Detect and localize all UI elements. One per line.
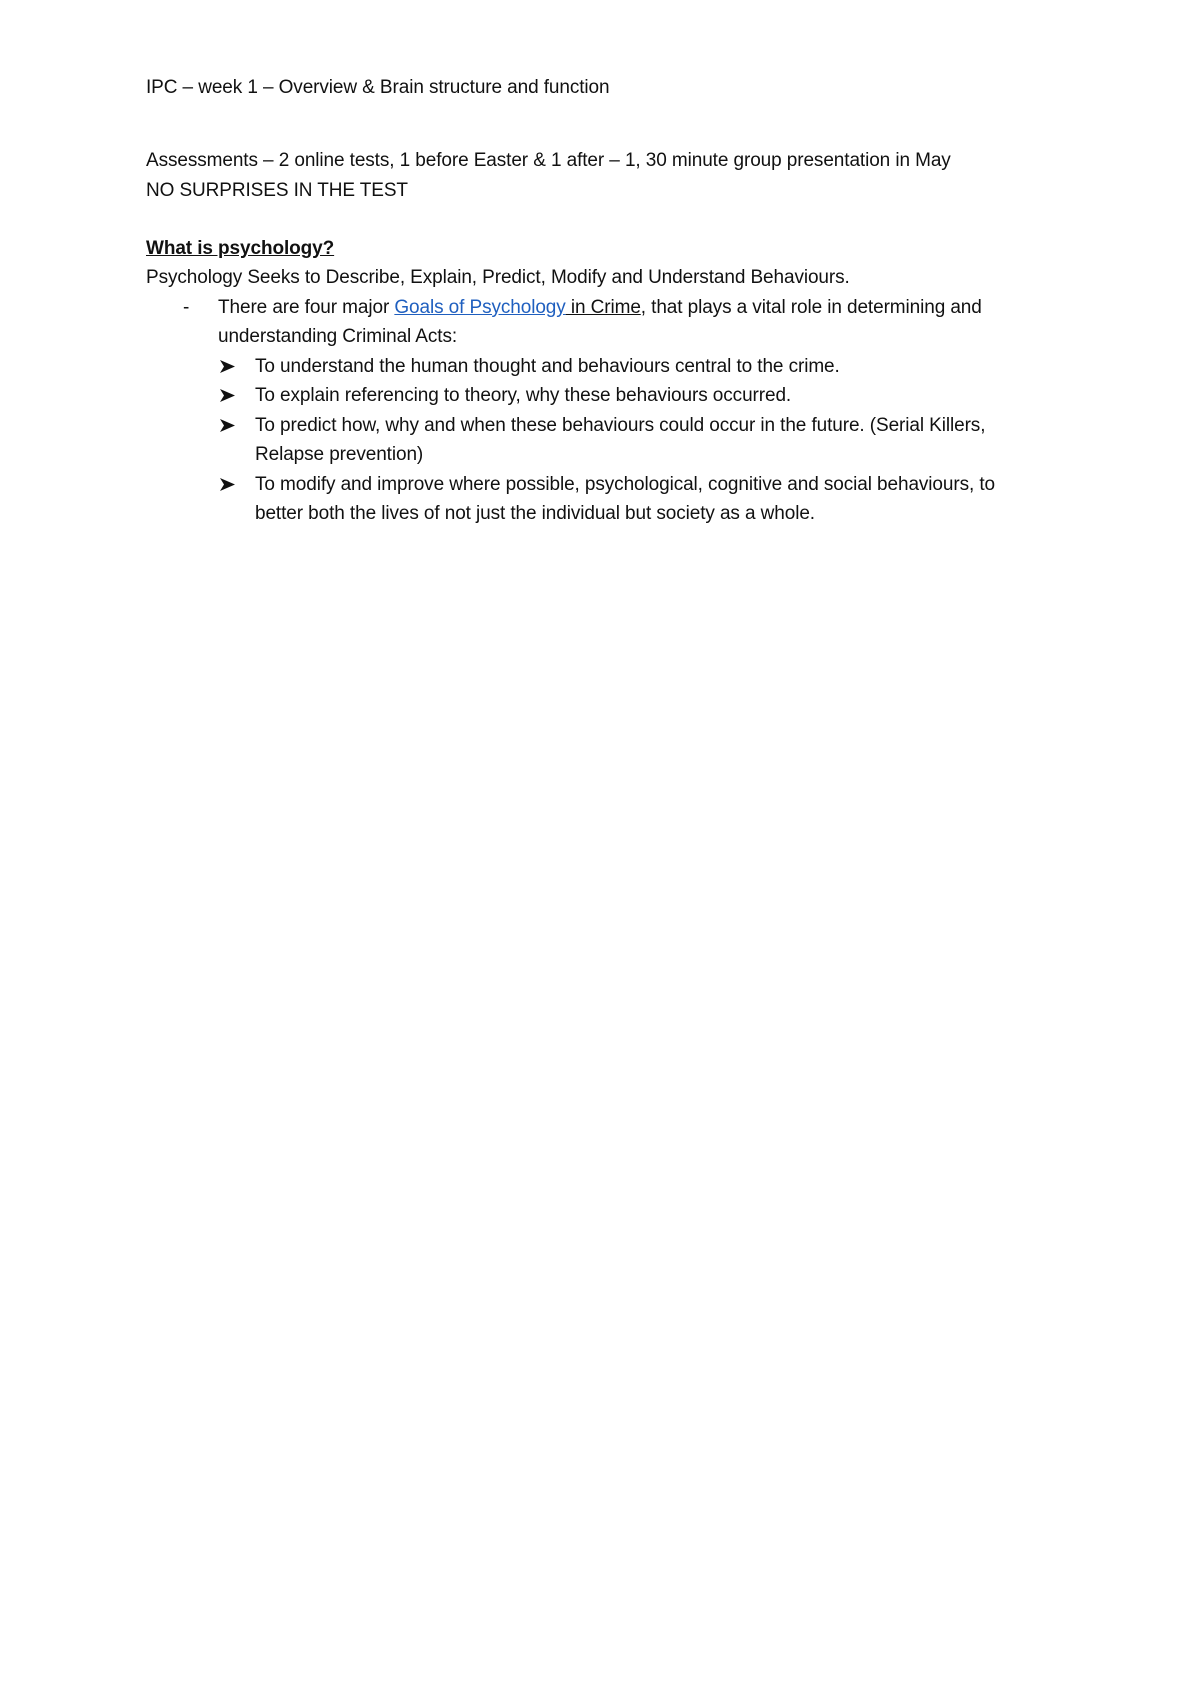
dash-item-line-1 [218, 293, 982, 322]
arrowhead-bullet-icon [218, 381, 238, 410]
arrowhead-bullet-icon [218, 470, 238, 499]
intro-line: Psychology Seeks to Describe, Explain, Predict, Modify and Understand Behaviours. [146, 267, 850, 288]
dash-item-text-start: There are four major [218, 297, 395, 318]
arrowhead-bullet-icon [218, 411, 238, 440]
bullet-text: To explain referencing to theory, why these behaviours occurred. [255, 385, 792, 406]
notice-line: NO SURPRISES IN THE TEST [146, 180, 408, 201]
goals-of-psychology-link[interactable]: Goals of Psychology [394, 297, 566, 318]
in-crime-text: in Crime [565, 297, 641, 318]
arrowhead-bullet-icon [218, 352, 238, 381]
dash-item-line-2: understanding Criminal Acts: [218, 326, 458, 347]
dash-bullet: - [183, 297, 190, 318]
section-heading: What is psychology? [146, 238, 335, 259]
bullet-text-continued: Relapse prevention) [255, 444, 424, 465]
dash-item-text-end: , that plays a vital role in determining and [640, 297, 982, 318]
assessments-line: Assessments – 2 online tests, 1 before Easter & 1 after – 1, 30 minute group presentation in May [146, 150, 951, 171]
document-title: IPC – week 1 – Overview & Brain structure and function [146, 77, 610, 98]
bullet-text: To modify and improve where possible, psychological, cognitive and social behaviours, to [255, 474, 995, 495]
bullet-text-continued: better both the lives of not just the individual but society as a whole. [255, 503, 815, 524]
bullet-text: To understand the human thought and behaviours central to the crime. [255, 356, 840, 377]
bullet-text: To predict how, why and when these behaviours could occur in the future. (Serial Killers, [255, 415, 986, 436]
